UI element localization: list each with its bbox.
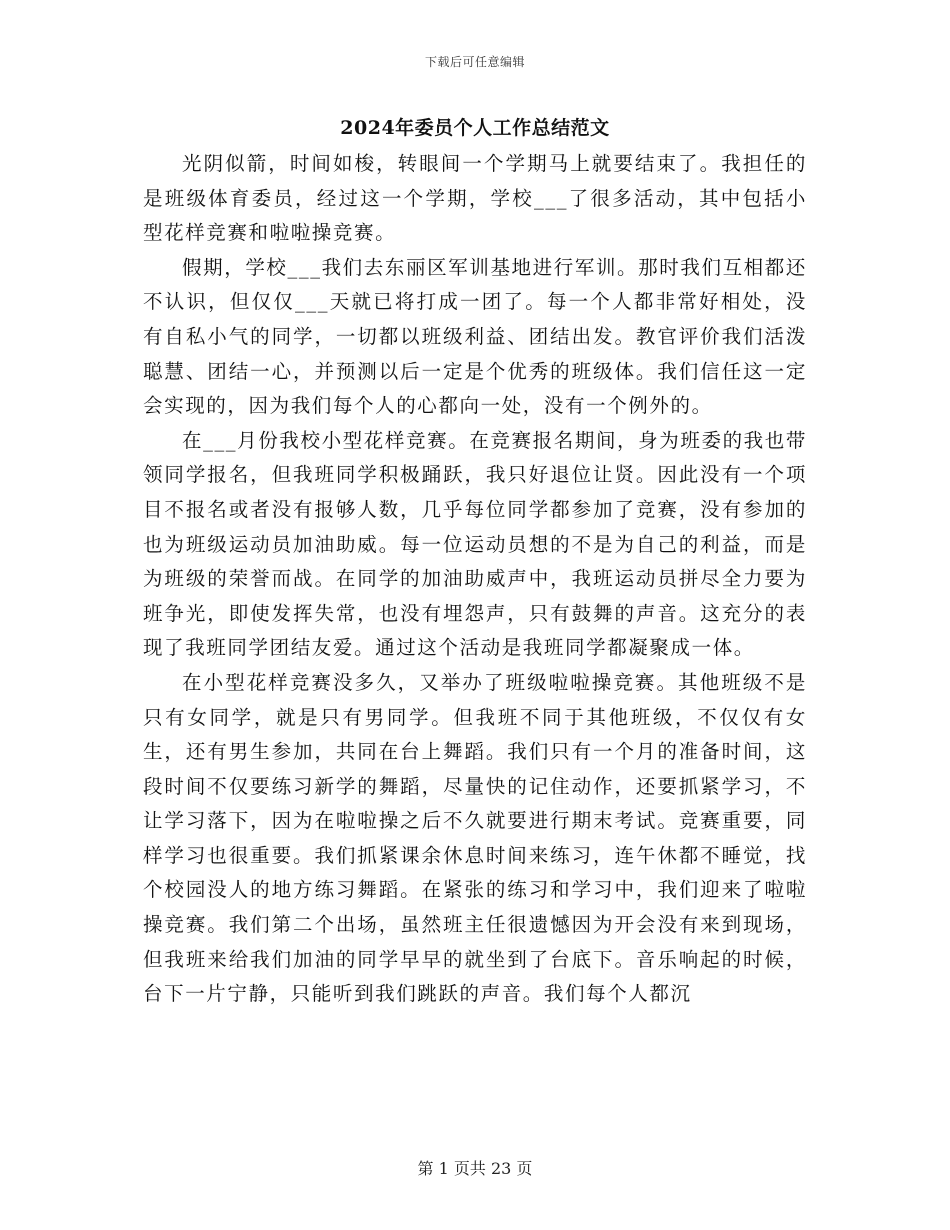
paragraph: 光阴似箭，时间如梭，转眼间一个学期马上就要结束了。我担任的是班级体育委员，经过这一个学期，学校___了很多活动，其中包括小型花样竞赛和啦啦操竞赛。 xyxy=(143,152,807,245)
header-note: 下载后可任意编辑 xyxy=(424,55,525,69)
paragraph: 在小型花样竞赛没多久，又举办了班级啦啦操竞赛。其他班级不是只有女同学，就是只有男同学。但我班不同于其他班级，不仅仅有女生，还有男生参加，共同在台上舞蹈。我们只有一个月的准备时间，这段时间不仅要练习新学的舞蹈，尽量快的记住动作，还要抓紧学习，不让学习落下，因为在啦啦操之后不久就要进行期末考试。竞赛重要，同样学习也很重要。我们抓紧课余休息时间来练习，连午休都不睡觉，找个校园没人的地方练习舞蹈。在紧张的练习和学习中，我们迎来了啦啦操竞赛。我们第二个出场，虽然班主任很遗憾因为开会没有来到现场，但我班来给我们加油的同学早早的就坐到了台底下。音乐响起的时候，台下一片宁静，只能听到我们跳跃的声音。我们每个人都沉 xyxy=(143,670,807,1006)
paragraph: 假期，学校___我们去东丽区军训基地进行军训。那时我们互相都还不认识，但仅仅___天就已将打成一团了。每一个人都非常好相处，没有自私小气的同学，一切都以班级利益、团结出发。教官评价我们活泼聪慧、团结一心，并预测以后一定是个优秀的班级体。我们信任这一定会实现的，因为我们每个人的心都向一处，没有一个例外的。 xyxy=(143,255,807,418)
paragraph: 在___月份我校小型花样竞赛。在竞赛报名期间，身为班委的我也带领同学报名，但我班同学积极踊跃，我只好退位让贤。因此没有一个项目不报名或者没有报够人数，几乎每位同学都参加了竞赛，没有参加的也为班级运动员加油助威。每一位运动员想的不是为自己的利益，而是为班级的荣誉而战。在同学的加油助威声中，我班运动员拼尽全力要为班争光，即使发挥失常，也没有埋怨声，只有鼓舞的声音。这充分的表现了我班同学团结友爱。通过这个活动是我班同学都凝聚成一体。 xyxy=(143,428,807,660)
document-title: 2024年委员个人工作总结范文 xyxy=(340,117,610,139)
document-body xyxy=(143,147,807,1012)
page-number: 第 1 页共 23 页 xyxy=(417,1159,533,1178)
